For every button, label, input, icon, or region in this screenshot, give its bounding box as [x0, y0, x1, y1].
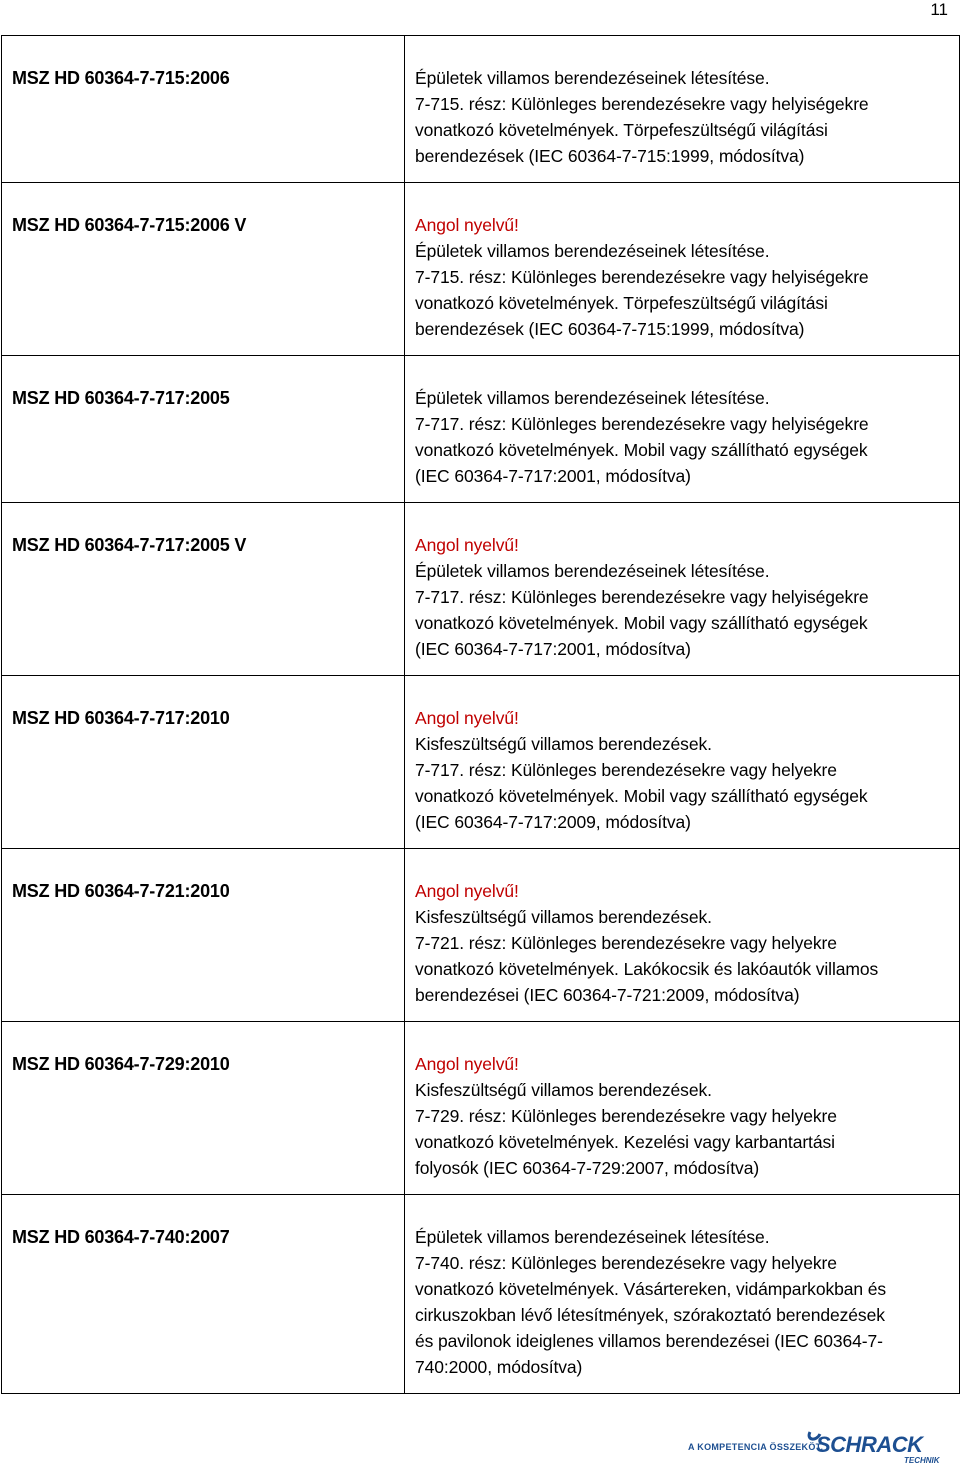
description-line: vonatkozó követelmények. Mobil vagy szállítható egységek	[415, 613, 868, 633]
schrack-logo-icon	[806, 1430, 946, 1466]
standards-table	[1, 35, 960, 1394]
table-row	[2, 1195, 960, 1394]
table-row	[2, 36, 960, 183]
table-row	[2, 1022, 960, 1195]
standard-code: MSZ HD 60364-7-740:2007	[2, 1195, 405, 1394]
language-warning: Angol nyelvű!	[415, 1054, 519, 1074]
standard-description	[405, 503, 960, 676]
standard-code: MSZ HD 60364-7-715:2006	[2, 36, 405, 183]
description-line: 7-717. rész: Különleges berendezésekre vagy helyiségekre	[415, 414, 869, 434]
table-row	[2, 849, 960, 1022]
page-number: 11	[930, 0, 948, 19]
language-warning: Angol nyelvű!	[415, 881, 519, 901]
description-line: Épületek villamos berendezéseinek létesítése.	[415, 561, 770, 581]
description-line: cirkuszokban lévő létesítmények, szórakoztató berendezések	[415, 1305, 885, 1325]
description-line: 7-740. rész: Különleges berendezésekre vagy helyekre	[415, 1253, 837, 1273]
standard-code: MSZ HD 60364-7-717:2010	[2, 676, 405, 849]
description-line: berendezések (IEC 60364-7-715:1999, módosítva)	[415, 146, 805, 166]
description-line: 7-715. rész: Különleges berendezésekre vagy helyiségekre	[415, 267, 869, 287]
description-line: vonatkozó követelmények. Lakókocsik és lakóautók villamos	[415, 959, 879, 979]
description-line: Épületek villamos berendezéseinek létesítése.	[415, 68, 770, 88]
description-line: vonatkozó követelmények. Törpefeszültségű világítási	[415, 120, 828, 140]
description-line: vonatkozó követelmények. Vásártereken, vidámparkokban és	[415, 1279, 887, 1299]
brand-text: SCHRACK	[816, 1432, 923, 1457]
standard-code: MSZ HD 60364-7-721:2010	[2, 849, 405, 1022]
standard-description	[405, 676, 960, 849]
description-line: 7-717. rész: Különleges berendezésekre vagy helyiségekre	[415, 587, 869, 607]
standard-code: MSZ HD 60364-7-717:2005 V	[2, 503, 405, 676]
description-line: 7-717. rész: Különleges berendezésekre vagy helyekre	[415, 760, 837, 780]
language-warning: Angol nyelvű!	[415, 708, 519, 728]
brand-sub-text: TECHNIK	[904, 1456, 940, 1465]
description-line: vonatkozó követelmények. Mobil vagy szállítható egységek	[415, 786, 868, 806]
description-line: (IEC 60364-7-717:2001, módosítva)	[415, 639, 691, 659]
standard-description	[405, 1022, 960, 1195]
description-line: Épületek villamos berendezéseinek létesítése.	[415, 388, 770, 408]
language-warning: Angol nyelvű!	[415, 215, 519, 235]
description-line: vonatkozó követelmények. Mobil vagy szállítható egységek	[415, 440, 868, 460]
description-line: vonatkozó követelmények. Törpefeszültségű világítási	[415, 293, 828, 313]
description-line: (IEC 60364-7-717:2001, módosítva)	[415, 466, 691, 486]
table-row	[2, 356, 960, 503]
standard-code: MSZ HD 60364-7-729:2010	[2, 1022, 405, 1195]
description-line: berendezések (IEC 60364-7-715:1999, módosítva)	[415, 319, 805, 339]
standard-description	[405, 1195, 960, 1394]
description-line: Kisfeszültségű villamos berendezések.	[415, 1080, 712, 1100]
standard-description	[405, 36, 960, 183]
standard-code: MSZ HD 60364-7-715:2006 V	[2, 183, 405, 356]
language-warning: Angol nyelvű!	[415, 535, 519, 555]
table-row	[2, 503, 960, 676]
table-row	[2, 183, 960, 356]
standard-description	[405, 183, 960, 356]
description-line: berendezései (IEC 60364-7-721:2009, módosítva)	[415, 985, 800, 1005]
table-row	[2, 676, 960, 849]
description-line: vonatkozó követelmények. Kezelési vagy karbantartási	[415, 1132, 835, 1152]
description-line: Kisfeszültségű villamos berendezések.	[415, 907, 712, 927]
description-line: (IEC 60364-7-717:2009, módosítva)	[415, 812, 691, 832]
description-line: Épületek villamos berendezéseinek létesítése.	[415, 241, 770, 261]
description-line: folyosók (IEC 60364-7-729:2007, módosítva)	[415, 1158, 760, 1178]
description-line: és pavilonok ideiglenes villamos berendezései (IEC 60364-7-	[415, 1331, 883, 1351]
standard-description	[405, 849, 960, 1022]
description-line: Épületek villamos berendezéseinek létesítése.	[415, 1227, 770, 1247]
description-line: 740:2000, módosítva)	[415, 1357, 583, 1377]
standard-description	[405, 356, 960, 503]
description-line: 7-721. rész: Különleges berendezésekre vagy helyekre	[415, 933, 837, 953]
description-line: 7-715. rész: Különleges berendezésekre vagy helyiségekre	[415, 94, 869, 114]
footer-logo	[688, 1430, 948, 1470]
logo-tagline: A KOMPETENCIA ÖSSZEKÖT.	[688, 1442, 824, 1452]
description-line: Kisfeszültségű villamos berendezések.	[415, 734, 712, 754]
description-line: 7-729. rész: Különleges berendezésekre vagy helyekre	[415, 1106, 837, 1126]
standard-code: MSZ HD 60364-7-717:2005	[2, 356, 405, 503]
